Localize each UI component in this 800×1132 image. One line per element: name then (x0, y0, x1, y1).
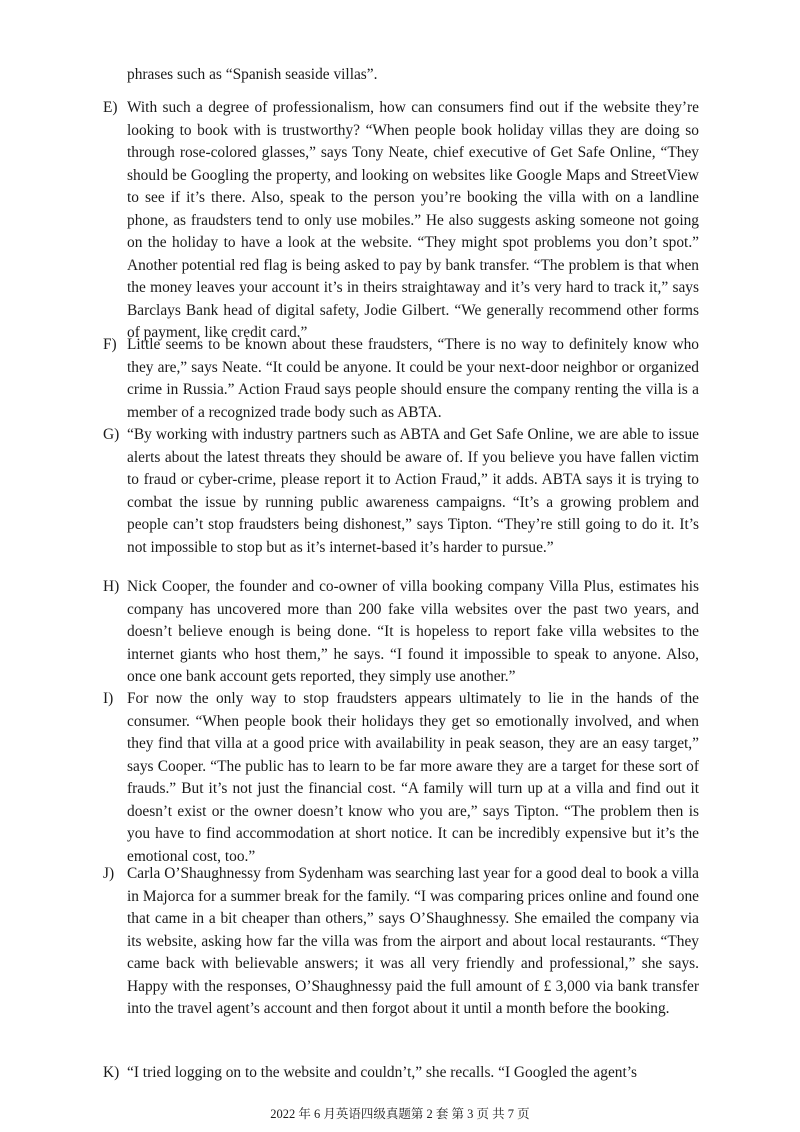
paragraph-text: For now the only way to stop fraudsters appears ultimately to lie in the hands of the consumer. “When people book their holidays they get so emotionally involved, and when they find that villa at a good price with availability in peak season, they are an easy target,” says Cooper. “The public has to learn to be far more aware they are a target for these sort of frauds.” But it’s not just the financial cost. “A family will turn up at a villa and find out it doesn’t exist or the owner doesn’t know who you are,” says Tipton. “The problem then is you have to find accommodation at short notice. It can be incredibly expensive but it’s the emotional cost, too.” (127, 690, 699, 865)
paragraph-label: F) (103, 336, 117, 353)
paragraph-label: E) (103, 99, 118, 116)
paragraph-i (103, 688, 699, 868)
page-footer: 2022 年 6 月英语四级真题第 2 套 第 3 页 共 7 页 (270, 1107, 530, 1121)
paragraph-text: With such a degree of professionalism, how can consumers find out if the website they’re looking to book with is trustworthy? “When people book holiday villas they are doing so through rose-colored glasses,” says Tony Neate, chief executive of Get Safe Online, “They should be Googling the property, and looking on websites like Google Maps and StreetView to see if it’s there. Also, speak to the person you’re booking the villa with on a landline phone, as fraudsters tend to only use mobiles.” He also suggests asking someone not going on the holiday to have a look at the website. “They might spot problems you don’t spot.” Another potential red flag is being asked to pay by bank transfer. “The problem is that when the money leaves your account it’s in theirs straightaway and it’s very hard to track it,” says Barclays Bank head of digital safety, Jodie Gilbert. “We generally recommend other forms of payment, like credit card.” (127, 99, 699, 341)
paragraph-label: I) (103, 690, 114, 707)
paragraph-e (103, 97, 699, 345)
paragraph-label: G) (103, 426, 120, 443)
lead-text: phrases such as “Spanish seaside villas”. (127, 66, 378, 83)
paragraph-label: K) (103, 1064, 120, 1081)
paragraph-k (103, 1062, 699, 1085)
paragraph-text: Carla O’Shaughnessy from Sydenham was searching last year for a good deal to book a villa in Majorca for a summer break for the family. “I was comparing prices online and found one that came in a bit cheaper than others,” says O’Shaughnessy. She emailed the company via its website, asking how far the villa was from the airport and about local restaurants. “They came back with believable answers; it was all very friendly and professional,” she says. Happy with the responses, O’Shaughnessy paid the full amount of £ 3,000 via bank transfer into the travel agent’s account and then forgot about it until a month before the booking. (127, 865, 699, 1017)
paragraph-text: “By working with industry partners such as ABTA and Get Safe Online, we are able to issue alerts about the latest threats they should be aware of. If you believe you have fallen victim to fraud or cyber-crime, please report it to Action Fraud,” it adds. ABTA says it is trying to combat the issue by running public awareness campaigns. “It’s a growing problem and people can’t stop fraudsters being dishonest,” says Tipton. “They’re still going to do it. It’s not impossible to stop but as it’s internet-based it’s harder to pursue.” (127, 426, 699, 556)
paragraph-label: H) (103, 578, 120, 595)
paragraph-text: “I tried logging on to the website and couldn’t,” she recalls. “I Googled the agent’s (127, 1064, 638, 1081)
paragraph-text: Nick Cooper, the founder and co-owner of villa booking company Villa Plus, estimates his company has uncovered more than 200 fake villa websites over the past two years, and doesn’t believe enough is being done. “It is hopeless to report fake villa websites to the internet giants who host them,” he says. “I found it impossible to speak to anyone. Also, once one bank account gets reported, they simply use another.” (127, 578, 699, 685)
paragraph-label: J) (103, 865, 115, 882)
paragraph-j (103, 863, 699, 1021)
paragraph-g (103, 424, 699, 559)
paragraph-f (103, 334, 699, 424)
paragraph-text: Little seems to be known about these fraudsters, “There is no way to definitely know who they are,” says Neate. “It could be anyone. It could be your next-door neighbor or organized crime in Russia.” Action Fraud says people should ensure the company renting the villa is a member of a recognized trade body such as ABTA. (127, 336, 699, 421)
paragraph-h (103, 576, 699, 689)
